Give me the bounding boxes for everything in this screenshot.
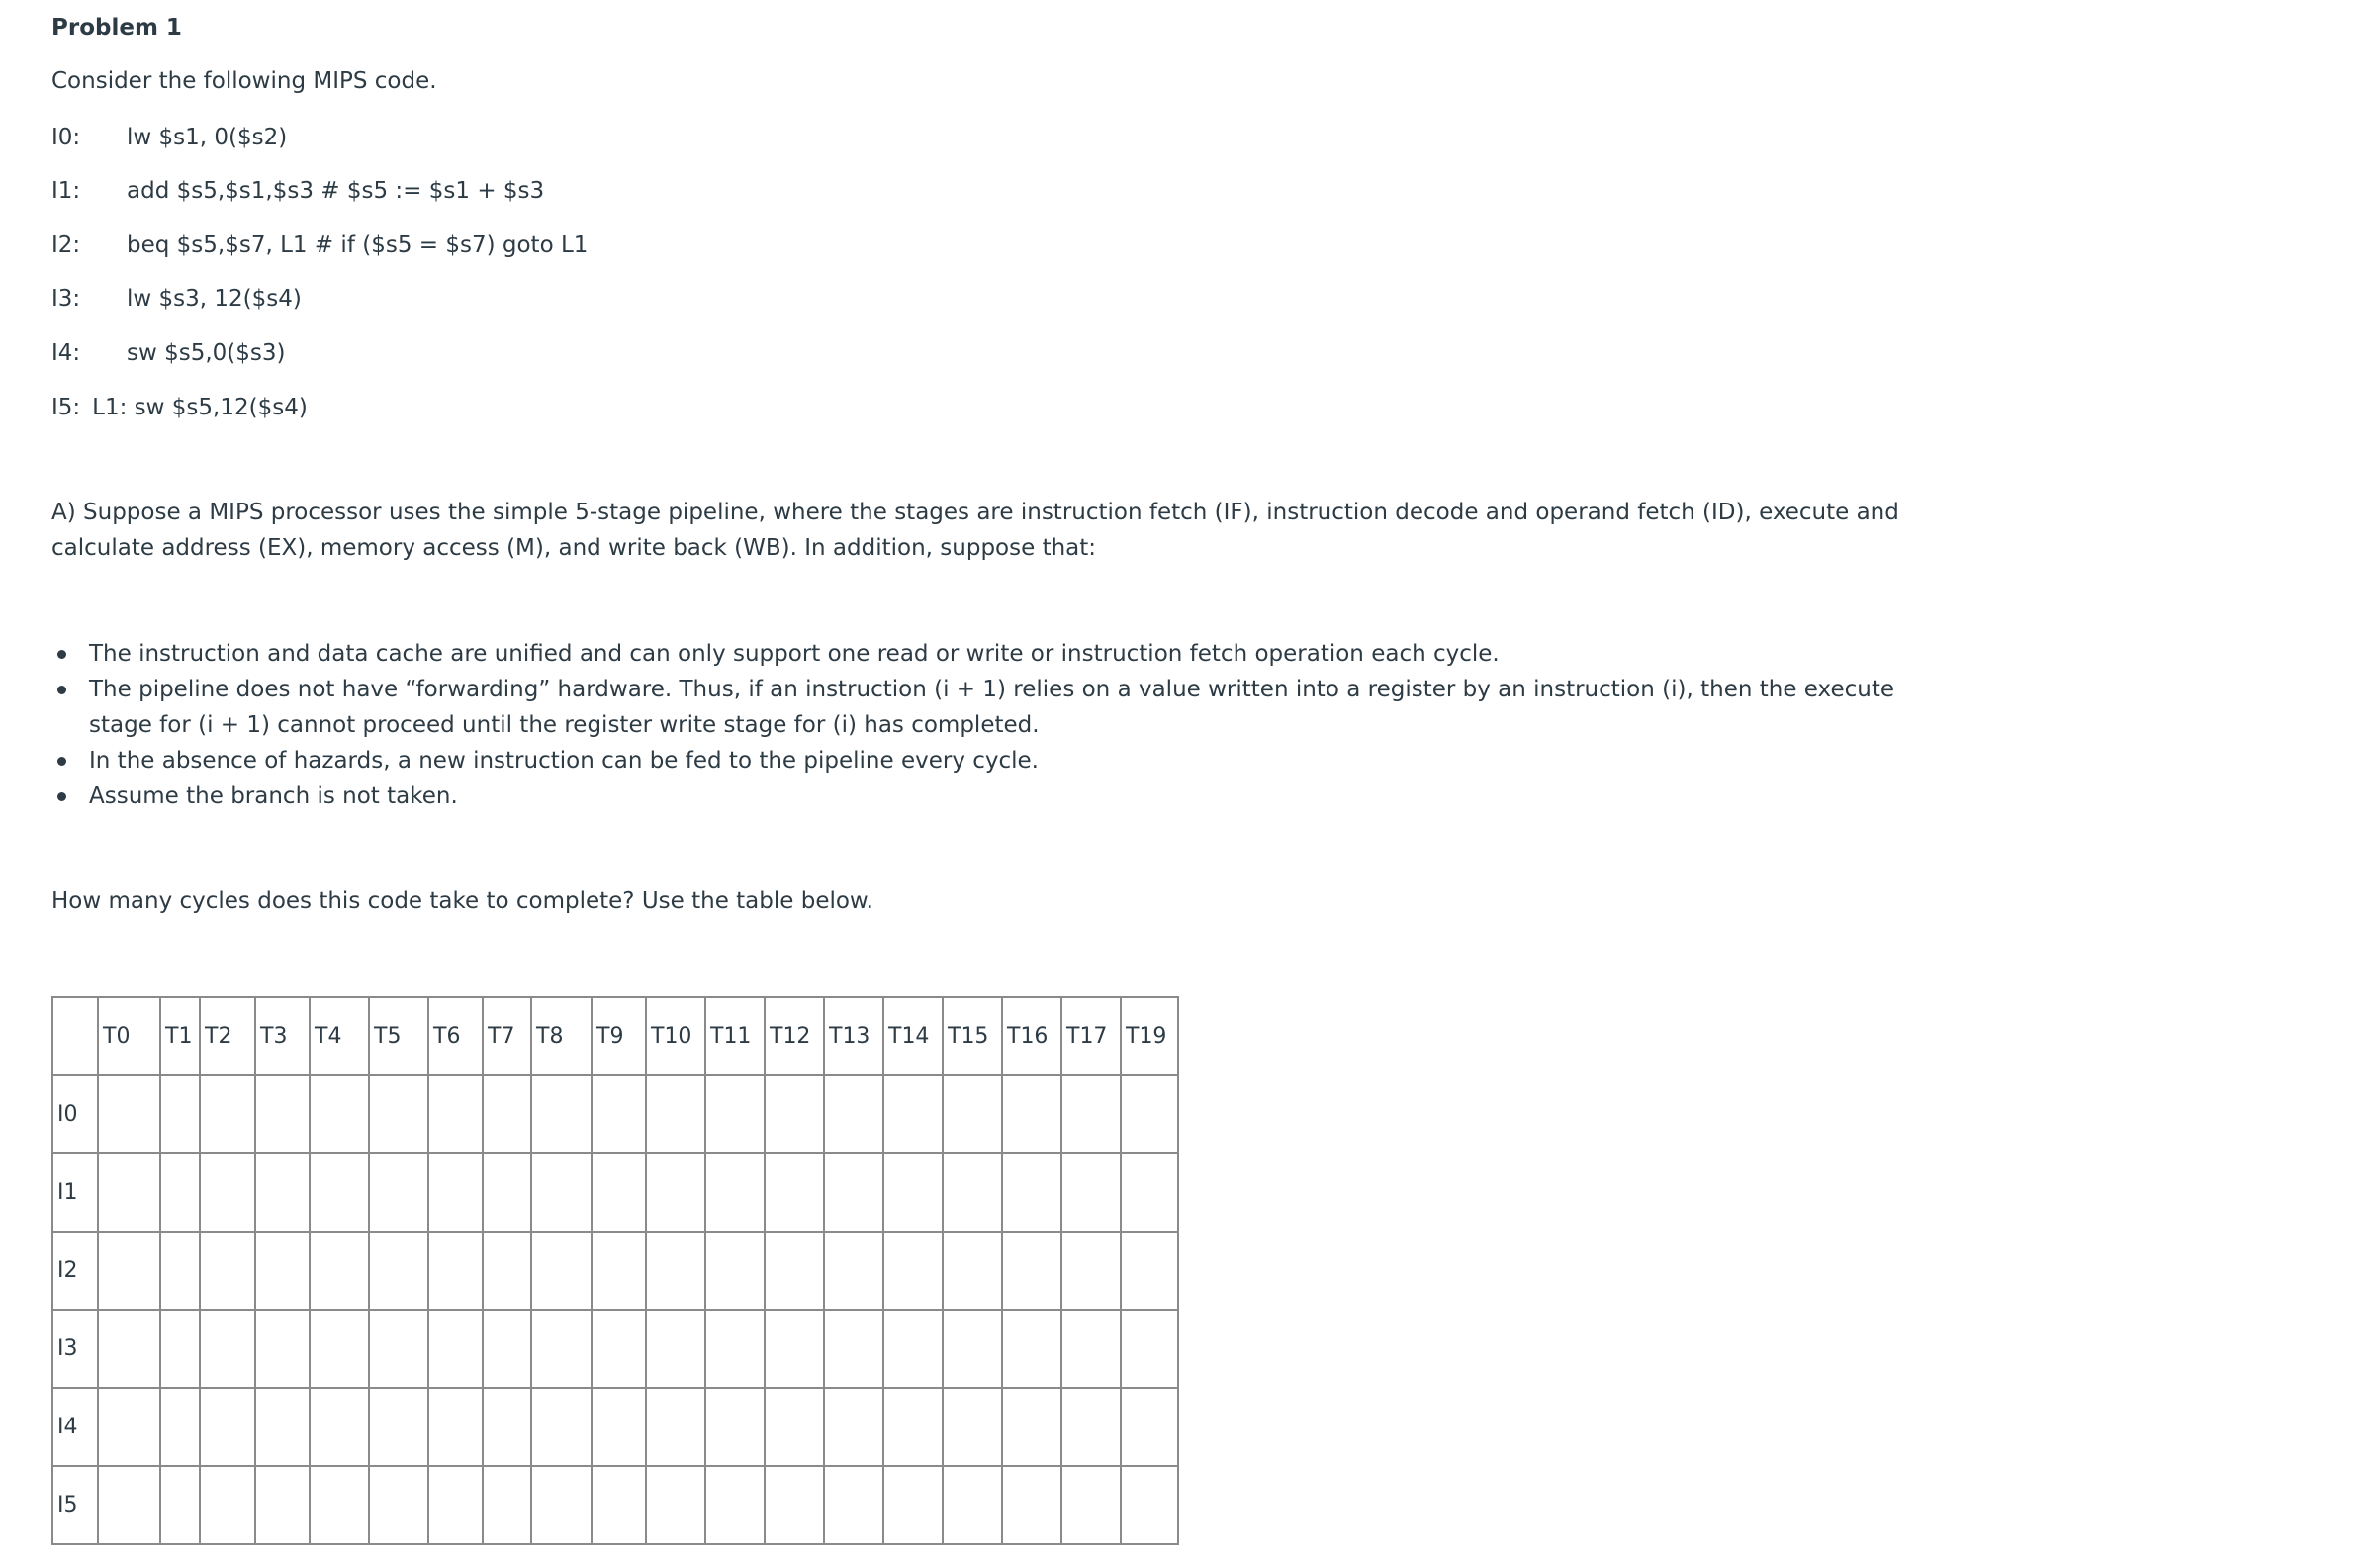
table-cell[interactable] xyxy=(255,1388,310,1466)
table-row xyxy=(52,1153,1178,1232)
table-cell[interactable] xyxy=(531,1466,592,1544)
table-cell[interactable] xyxy=(705,1466,765,1544)
code-text: lw $s3, 12($s4) xyxy=(127,286,302,312)
column-header: T6 xyxy=(428,997,483,1075)
table-cell[interactable] xyxy=(824,1466,883,1544)
column-header: T8 xyxy=(531,997,592,1075)
table-cell[interactable] xyxy=(369,1153,428,1232)
code-label: I3: xyxy=(51,286,81,312)
table-cell[interactable] xyxy=(646,1310,705,1388)
table-cell[interactable] xyxy=(1121,1075,1178,1153)
table-cell[interactable] xyxy=(705,1388,765,1466)
table-cell[interactable] xyxy=(765,1075,824,1153)
table-cell[interactable] xyxy=(765,1232,824,1310)
table-cell[interactable] xyxy=(255,1466,310,1544)
list-item: The instruction and data cache are unified and can only support one read or write or instruction fetch operation each cycle. xyxy=(51,636,1931,672)
table-cell[interactable] xyxy=(592,1153,646,1232)
table-cell[interactable] xyxy=(310,1310,369,1388)
table-cell[interactable] xyxy=(98,1232,160,1310)
table-cell[interactable] xyxy=(646,1232,705,1310)
table-cell[interactable] xyxy=(1061,1075,1121,1153)
table-cell[interactable] xyxy=(592,1310,646,1388)
table-cell[interactable] xyxy=(200,1232,255,1310)
code-text: beq $s5,$s7, L1 # if ($s5 = $s7) goto L1 xyxy=(127,232,589,258)
table-cell[interactable] xyxy=(531,1075,592,1153)
table-cell[interactable] xyxy=(483,1388,531,1466)
table-cell[interactable] xyxy=(428,1075,483,1153)
table-cell[interactable] xyxy=(646,1466,705,1544)
column-header: T19 xyxy=(1121,997,1178,1075)
column-header: T7 xyxy=(483,997,531,1075)
table-cell[interactable] xyxy=(160,1153,200,1232)
column-header: T13 xyxy=(824,997,883,1075)
table-cell[interactable] xyxy=(369,1466,428,1544)
code-line-i1 xyxy=(51,175,544,207)
code-text: lw $s1, 0($s2) xyxy=(127,125,288,150)
table-cell[interactable] xyxy=(98,1466,160,1544)
intro-text: Consider the following MIPS code. xyxy=(51,68,437,94)
table-cell[interactable] xyxy=(369,1310,428,1388)
table-cell[interactable] xyxy=(883,1310,943,1388)
table-cell[interactable] xyxy=(824,1153,883,1232)
table-cell[interactable] xyxy=(765,1388,824,1466)
table-cell[interactable] xyxy=(310,1388,369,1466)
table-cell[interactable] xyxy=(592,1388,646,1466)
table-cell[interactable] xyxy=(369,1075,428,1153)
table-cell[interactable] xyxy=(1061,1388,1121,1466)
table-cell[interactable] xyxy=(483,1153,531,1232)
table-cell[interactable] xyxy=(592,1232,646,1310)
column-header: T0 xyxy=(98,997,160,1075)
table-cell[interactable] xyxy=(705,1075,765,1153)
table-cell[interactable] xyxy=(765,1153,824,1232)
table-cell[interactable] xyxy=(883,1388,943,1466)
code-line-i5 xyxy=(51,392,308,423)
list-item: The pipeline does not have “forwarding” hardware. Thus, if an instruction (i + 1) relies on a value written into a register by an instruction (i), then the execute stage for (i + 1) cannot proceed until the register write stage for (i) has completed. xyxy=(51,672,1931,743)
column-header: T12 xyxy=(765,997,824,1075)
table-cell[interactable] xyxy=(200,1153,255,1232)
table-cell[interactable] xyxy=(883,1075,943,1153)
row-label: I3 xyxy=(52,1310,98,1388)
table-cell[interactable] xyxy=(1121,1388,1178,1466)
table-cell[interactable] xyxy=(943,1153,1002,1232)
table-cell[interactable] xyxy=(531,1153,592,1232)
table-cell[interactable] xyxy=(428,1232,483,1310)
column-header: T5 xyxy=(369,997,428,1075)
table-cell[interactable] xyxy=(1121,1466,1178,1544)
table-cell[interactable] xyxy=(255,1310,310,1388)
column-header: T4 xyxy=(310,997,369,1075)
table-cell[interactable] xyxy=(705,1153,765,1232)
column-header: T3 xyxy=(255,997,310,1075)
assumption-list xyxy=(51,636,1931,814)
table-cell[interactable] xyxy=(1121,1232,1178,1310)
table-cell[interactable] xyxy=(1002,1310,1061,1388)
table-cell[interactable] xyxy=(428,1153,483,1232)
column-header: T1 xyxy=(160,997,200,1075)
row-label: I1 xyxy=(52,1153,98,1232)
table-cell[interactable] xyxy=(883,1466,943,1544)
code-text: add $s5,$s1,$s3 # $s5 := $s1 + $s3 xyxy=(127,178,545,204)
table-cell[interactable] xyxy=(646,1153,705,1232)
table-body xyxy=(52,1075,1178,1544)
code-text: sw $s5,0($s3) xyxy=(127,340,286,366)
table-cell[interactable] xyxy=(943,1310,1002,1388)
table-cell[interactable] xyxy=(369,1388,428,1466)
table-cell[interactable] xyxy=(369,1232,428,1310)
table-cell[interactable] xyxy=(705,1310,765,1388)
table-cell[interactable] xyxy=(592,1466,646,1544)
corner-cell xyxy=(52,997,98,1075)
table-cell[interactable] xyxy=(98,1310,160,1388)
table-row xyxy=(52,1466,1178,1544)
table-cell[interactable] xyxy=(483,1232,531,1310)
code-text: L1: sw $s5,12($s4) xyxy=(92,395,308,420)
row-label: I2 xyxy=(52,1232,98,1310)
table-cell[interactable] xyxy=(646,1388,705,1466)
table-cell[interactable] xyxy=(1002,1232,1061,1310)
table-cell[interactable] xyxy=(705,1232,765,1310)
table-row xyxy=(52,1310,1178,1388)
table-row xyxy=(52,1388,1178,1466)
table-cell[interactable] xyxy=(200,1075,255,1153)
table-cell[interactable] xyxy=(98,1388,160,1466)
table-cell[interactable] xyxy=(160,1075,200,1153)
code-line-i0 xyxy=(51,122,287,153)
table-cell[interactable] xyxy=(824,1075,883,1153)
table-cell[interactable] xyxy=(1121,1153,1178,1232)
table-cell[interactable] xyxy=(310,1075,369,1153)
table-cell[interactable] xyxy=(943,1466,1002,1544)
table-cell[interactable] xyxy=(483,1310,531,1388)
table-cell[interactable] xyxy=(200,1388,255,1466)
table-cell[interactable] xyxy=(943,1075,1002,1153)
table-cell[interactable] xyxy=(531,1310,592,1388)
part-a-paragraph: A) Suppose a MIPS processor uses the simple 5-stage pipeline, where the stages are instruction fetch (IF), instruction decode and operand fetch (ID), execute and calculate address (EX), memory access (M), and write back (WB). In addition, suppose that: xyxy=(51,500,1899,561)
pipeline-table xyxy=(51,996,1179,1545)
table-cell[interactable] xyxy=(1121,1310,1178,1388)
column-header: T10 xyxy=(646,997,705,1075)
code-line-i4 xyxy=(51,337,286,369)
question-text: How many cycles does this code take to complete? Use the table below. xyxy=(51,888,873,914)
table-cell[interactable] xyxy=(160,1232,200,1310)
table-cell[interactable] xyxy=(1061,1466,1121,1544)
table-cell[interactable] xyxy=(98,1075,160,1153)
table-cell[interactable] xyxy=(1061,1310,1121,1388)
table-cell[interactable] xyxy=(531,1232,592,1310)
row-label: I5 xyxy=(52,1466,98,1544)
table-cell[interactable] xyxy=(824,1310,883,1388)
code-label: I1: xyxy=(51,178,81,204)
table-cell[interactable] xyxy=(531,1388,592,1466)
table-cell[interactable] xyxy=(943,1232,1002,1310)
table-cell[interactable] xyxy=(765,1310,824,1388)
table-cell[interactable] xyxy=(255,1075,310,1153)
column-header: T15 xyxy=(943,997,1002,1075)
table-cell[interactable] xyxy=(1061,1232,1121,1310)
code-line-i2 xyxy=(51,229,588,261)
table-cell[interactable] xyxy=(765,1466,824,1544)
column-header: T16 xyxy=(1002,997,1061,1075)
table-cell[interactable] xyxy=(310,1153,369,1232)
header-row xyxy=(52,997,1178,1075)
table-cell[interactable] xyxy=(428,1310,483,1388)
table-cell[interactable] xyxy=(592,1075,646,1153)
table-cell[interactable] xyxy=(646,1075,705,1153)
table-cell[interactable] xyxy=(1002,1388,1061,1466)
table-cell[interactable] xyxy=(200,1466,255,1544)
table-cell[interactable] xyxy=(255,1153,310,1232)
code-label: I2: xyxy=(51,232,81,258)
table-cell[interactable] xyxy=(883,1153,943,1232)
column-header: T11 xyxy=(705,997,765,1075)
code-label: I4: xyxy=(51,340,81,366)
code-line-i3 xyxy=(51,283,302,315)
table-cell[interactable] xyxy=(1061,1153,1121,1232)
table-cell[interactable] xyxy=(1002,1466,1061,1544)
table-cell[interactable] xyxy=(160,1388,200,1466)
column-header: T17 xyxy=(1061,997,1121,1075)
table-cell[interactable] xyxy=(943,1388,1002,1466)
row-label: I4 xyxy=(52,1388,98,1466)
table-cell[interactable] xyxy=(824,1232,883,1310)
table-cell[interactable] xyxy=(310,1466,369,1544)
table-cell[interactable] xyxy=(428,1388,483,1466)
table-cell[interactable] xyxy=(160,1466,200,1544)
table-row xyxy=(52,1232,1178,1310)
list-item: Assume the branch is not taken. xyxy=(51,779,1931,814)
table-cell[interactable] xyxy=(200,1310,255,1388)
table-cell[interactable] xyxy=(310,1232,369,1310)
table-cell[interactable] xyxy=(824,1388,883,1466)
table-cell[interactable] xyxy=(1002,1075,1061,1153)
problem-title: Problem 1 xyxy=(51,15,182,41)
table-cell[interactable] xyxy=(255,1232,310,1310)
table-cell[interactable] xyxy=(483,1075,531,1153)
table-cell[interactable] xyxy=(428,1466,483,1544)
table-cell[interactable] xyxy=(483,1466,531,1544)
column-header: T2 xyxy=(200,997,255,1075)
list-item: In the absence of hazards, a new instruction can be fed to the pipeline every cycle. xyxy=(51,743,1931,779)
table-cell[interactable] xyxy=(98,1153,160,1232)
column-header: T9 xyxy=(592,997,646,1075)
table-cell[interactable] xyxy=(1002,1153,1061,1232)
row-label: I0 xyxy=(52,1075,98,1153)
column-header: T14 xyxy=(883,997,943,1075)
code-label: I5: xyxy=(51,395,81,420)
table-cell[interactable] xyxy=(160,1310,200,1388)
code-label: I0: xyxy=(51,125,81,150)
table-row xyxy=(52,1075,1178,1153)
table-cell[interactable] xyxy=(883,1232,943,1310)
